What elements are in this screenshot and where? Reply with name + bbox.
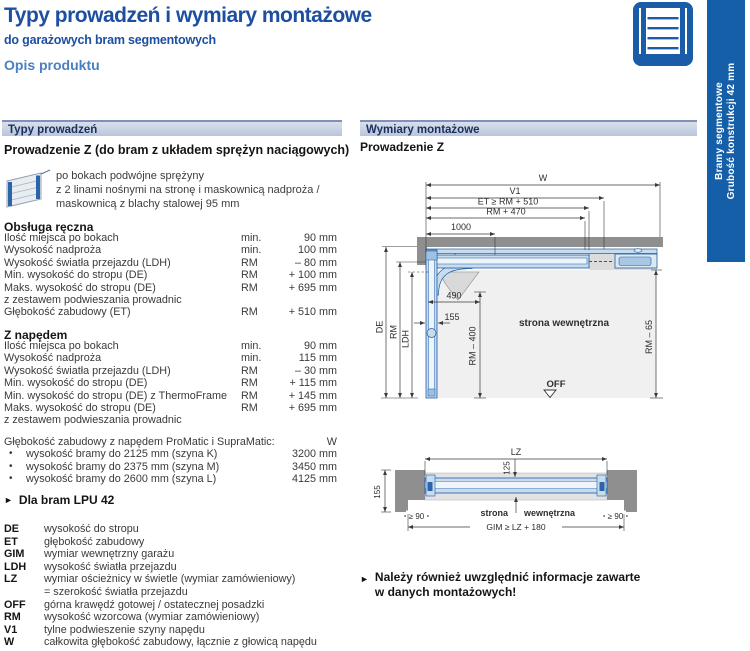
dim-label-ge90-right: ≥ 90 [607,512,624,521]
ceiling [417,237,663,247]
section-title: Opis produktu [4,57,100,73]
door-icon-left-track [641,8,646,54]
table-row: Ilość miejsca po bokach min. 90 mm [4,340,337,352]
page-title: Typy prowadzeń i wymiary montażowe [4,4,372,27]
table-row: Wysokość światła przejazdu (LDH) RM – 80 mm [4,256,337,269]
arrow-right-icon: ► [4,495,13,505]
bullet-icon: • [9,460,13,472]
bottom-bracket [428,389,435,396]
list-item: • wysokość bramy do 2600 mm (szyna L) 4125 mm [4,473,337,485]
edge-tab [707,0,745,262]
dim-label-v1: V1 [509,186,521,196]
dim-label-1000: 1000 [450,222,472,232]
table-row: Min. wysokość do stropu (DE) z ThermoFrame RM + 145 mm [4,389,337,402]
edge-tab-line2: Grubość konstrukcji 42 mm [726,62,737,200]
installation-note: ► Należy również uwzględnić informacje zawarte w danych montażowych! [360,570,641,599]
door-leaf [429,255,435,395]
motor-section-title: Z napędem [4,328,68,342]
legend-row: W całkowita głębokość zabudowy, łącznie z głowicą napędu [4,636,317,649]
page-subtitle: do garażowych bram segmentowych [4,33,216,47]
dim-label-de: DE [374,320,385,334]
side-view-drawing [360,160,700,410]
table-row: z zestawem podwieszania prowadnic [4,414,182,427]
dim-label-ge90-left: ≥ 90 [408,512,425,521]
left-wall [395,470,425,512]
edge-tab-text [707,0,745,262]
legend-row: LZ wymiar ościeżnicy w świetle (wymiar zamówieniowy) [4,573,296,586]
dim-label-gim: GIM ≥ LZ + 180 [486,522,546,532]
table-row: Min. wysokość do stropu (DE) RM + 100 mm [4,269,337,282]
bullet-icon: • [9,448,13,460]
legend-row: OFF górna krawędź gotowej / ostatecznej posadzki [4,598,265,611]
door-icon-bottom-band [639,55,687,66]
right-wall [607,470,637,512]
table-row: Wysokość światła przejazdu (LDH) RM – 30 mm [4,364,337,377]
right-column-header: Wymiary montażowe [360,120,697,136]
lifting-cable [41,170,50,174]
dim-label-et: ET ≥ RM + 510 [477,196,539,207]
table-row: Głębokość zabudowy (ET) RM + 510 mm [4,306,337,319]
table-row: Maks. wysokość do stropu (DE) RM + 695 mm [4,281,337,294]
edge-tab-line1: Bramy segmentowe [713,82,725,180]
dim-label-155-plan: 155 [373,485,382,499]
door-icon-right-track [680,8,685,54]
plan-view-drawing [360,445,650,540]
roller [427,329,436,338]
legend-row: DE wysokość do stropu [4,523,139,535]
inner-side-left: strona [480,508,508,518]
table-row: z zestawem podwieszania prowadnic [4,294,182,307]
table-row: Maks. wysokość do stropu (DE) RM + 695 mm [4,402,337,415]
manual-section-title: Obsługa ręczna [4,220,94,234]
list-item: • wysokość bramy do 2125 mm (szyna K) 3200 mm [4,448,337,460]
dim-label-rm470: RM + 470 [486,206,526,217]
dim-label-lz: LZ [510,447,522,457]
right-subheader: Prowadzenie Z [360,140,445,154]
bullet-icon: • [9,473,13,485]
depth-col-w: W [326,436,337,448]
legend-row: V1 tylne podwieszenie szyny napędu [4,623,205,636]
legend-row: RM wysokość wzorcowa (wymiar zamówieniowy) [4,611,260,624]
legend-row: = szerokość światła przejazdu [44,585,188,598]
legend-row: GIM wymiar wewnętrzny garażu [4,548,175,561]
left-spring [8,182,12,206]
off-label: OFF [546,379,566,390]
dim-label-490: 490 [446,290,462,301]
spring-package [426,251,437,260]
dim-label-rm65: RM – 65 [644,319,654,355]
arrow-right-icon: ► [360,574,369,584]
dim-label-rm400: RM – 400 [467,326,478,366]
ceiling-strip [426,249,657,254]
table-row: Ilość miejsca po bokach min. 90 mm [4,232,337,244]
inner-side-label: strona wewnętrzna [518,318,610,329]
motor-table [4,340,337,427]
table-row: Wysokość nadproża min. 115 mm [4,352,337,365]
suspension-point [634,249,642,253]
dim-label-w: W [538,173,548,183]
left-subheader: Prowadzenie Z (do bram z układem sprężyn naciągowych) [4,143,350,157]
feature-text: po bokach podwójne sprężyny z 2 linami nośnymi na stronę i maskownicą nadproża / maskownicą z blachy stalowej 95 mm [56,170,320,210]
legend-row: LDH wysokość światła przejazdu [4,560,177,573]
list-item: • wysokość bramy do 2375 mm (szyna M) 3450 mm [4,461,337,473]
dim-label-125: 125 [502,461,512,475]
dim-label-rm: RM [388,325,399,339]
legend-row: ET głębokość zabudowy [4,535,145,548]
depth-table [4,436,337,486]
double-springs-icon [5,169,51,211]
depth-header-row: Głębokość zabudowy z napędem ProMatic i SupraMatic: W [4,436,337,448]
dim-label-155: 155 [444,312,460,322]
table-row: Min. wysokość do stropu (DE) RM + 115 mm [4,377,337,390]
lpu-callout: ► Dla bram LPU 42 [4,493,115,507]
table-row: Wysokość nadproża min. 100 mm [4,244,337,257]
dimension-legend [4,523,344,649]
dim-label-ldh: LDH [400,329,411,349]
right-spring [36,176,40,200]
left-column-header: Typy prowadzeń [2,120,342,136]
manual-table [4,232,337,319]
sectional-door-icon [632,1,694,71]
inner-side-right: wewnętrzna [524,508,576,518]
